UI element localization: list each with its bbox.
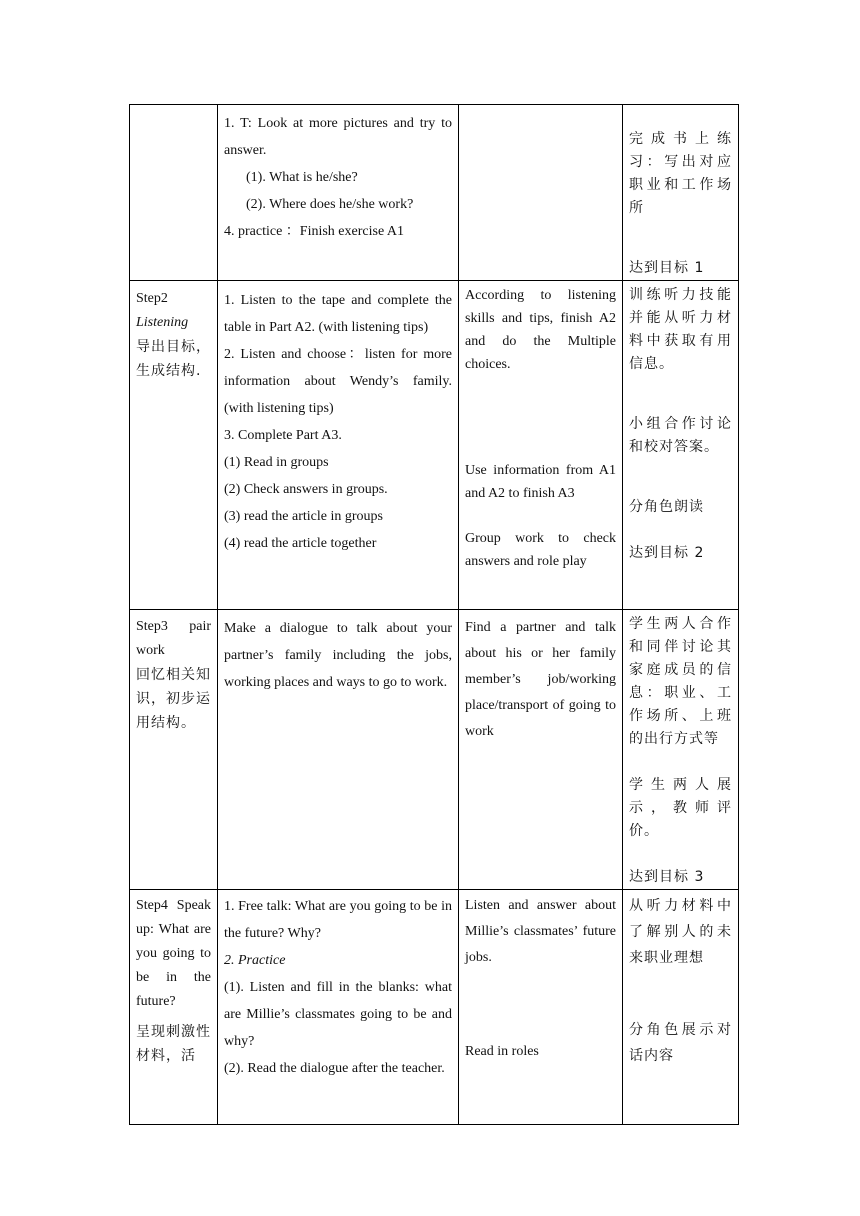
procedure-line: 2. Listen and choose：listen for more information about Wendy’s family. (with listening tips) bbox=[224, 347, 452, 416]
table-row bbox=[130, 281, 739, 610]
procedure-line: 4. practice ：Finish exercise A1 bbox=[224, 224, 405, 239]
step-cell bbox=[130, 105, 218, 281]
step-title: Step4 Speak up: What are you going to be in the future? bbox=[136, 898, 211, 1009]
step-cell bbox=[130, 281, 218, 610]
table-row bbox=[130, 105, 739, 281]
procedure-line: (2) Check answers in groups. bbox=[224, 482, 388, 497]
procedure-cell bbox=[218, 890, 459, 1125]
procedure-line: (3) read the article in groups bbox=[224, 509, 383, 524]
purpose-cell bbox=[623, 281, 739, 610]
procedure-line: 1. Listen to the tape and complete the table in Part A2. (with listening tips) bbox=[224, 293, 452, 335]
step-purpose: 导出目标，生成结构. bbox=[136, 339, 211, 379]
activity-line: Use information from A1 and A2 to finish A3 bbox=[465, 463, 616, 501]
procedure-line: (2). Where does he/she work? bbox=[246, 197, 414, 212]
table-row bbox=[130, 610, 739, 890]
step-subtitle: Listening bbox=[136, 315, 189, 330]
step-cell bbox=[130, 890, 218, 1125]
purpose-line: 分角色朗读 bbox=[629, 499, 704, 515]
procedure-line: 1. T: Look at more pictures and try to answer. bbox=[224, 116, 452, 158]
purpose-line: 从听力材料中了解别人的未来职业理想 bbox=[629, 898, 732, 966]
purpose-line: 学生两人展示，教师评价。 bbox=[629, 777, 732, 839]
step-title: Step3 pair work bbox=[136, 619, 211, 658]
step-cell bbox=[130, 610, 218, 890]
procedure-line: (1). What is he/she? bbox=[246, 170, 358, 185]
procedure-line: 2. Practice bbox=[224, 953, 286, 968]
activity-line: Listen and answer about Millie’s classmates’ future jobs. bbox=[465, 898, 616, 965]
students-activity-cell bbox=[459, 890, 623, 1125]
step-purpose: 回忆相关知识，初步运用结构。 bbox=[136, 667, 211, 731]
procedure-line: 3. Complete Part A3. bbox=[224, 428, 342, 443]
purpose-line: 达到目标 2 bbox=[629, 545, 705, 561]
purpose-line: 小组合作讨论和校对答案。 bbox=[629, 416, 732, 455]
table-row bbox=[130, 890, 739, 1125]
procedure-line: 1. Free talk: What are you going to be in the future? Why? bbox=[224, 899, 452, 941]
procedure-line: (1). Listen and fill in the blanks: what are Millie’s classmates going to be and why? bbox=[224, 980, 452, 1049]
procedure-cell bbox=[218, 105, 459, 281]
purpose-line: 完成书上练习：写出对应职业和工作场所 bbox=[629, 131, 732, 216]
purpose-line: 分角色展示对话内容 bbox=[629, 1022, 732, 1064]
step-title: Step2 bbox=[136, 291, 168, 306]
procedure-cell bbox=[218, 610, 459, 890]
purpose-cell bbox=[623, 105, 739, 281]
procedure-line: (1) Read in groups bbox=[224, 455, 329, 470]
activity-line: According to listening skills and tips, finish A2 and do the Multiple choices. bbox=[465, 288, 616, 372]
procedure-line: (2). Read the dialogue after the teacher. bbox=[224, 1061, 445, 1076]
purpose-line: 达到目标 1 bbox=[629, 260, 705, 276]
purpose-line: 学生两人合作和同伴讨论其家庭成员的信息：职业、工作场所、上班的出行方式等 bbox=[629, 616, 732, 747]
students-activity-cell bbox=[459, 105, 623, 281]
procedure-line: Make a dialogue to talk about your partner’s family including the jobs, working places and ways to go to work. bbox=[224, 621, 452, 690]
activity-line: Read in roles bbox=[465, 1044, 539, 1059]
students-activity-cell bbox=[459, 610, 623, 890]
step-purpose: 呈现刺激性材料，活 bbox=[136, 1024, 211, 1064]
activity-line: Find a partner and talk about his or her family member’s job/working place/transport of going to work bbox=[465, 620, 616, 739]
purpose-line: 训练听力技能并能从听力材料中获取有用信息。 bbox=[629, 287, 732, 372]
purpose-line: 达到目标 3 bbox=[629, 869, 705, 885]
activity-line: Group work to check answers and role play bbox=[465, 531, 616, 569]
procedure-line: (4) read the article together bbox=[224, 536, 377, 551]
procedure-cell bbox=[218, 281, 459, 610]
lesson-plan-table bbox=[129, 104, 739, 1125]
purpose-cell bbox=[623, 890, 739, 1125]
students-activity-cell bbox=[459, 281, 623, 610]
purpose-cell bbox=[623, 610, 739, 890]
